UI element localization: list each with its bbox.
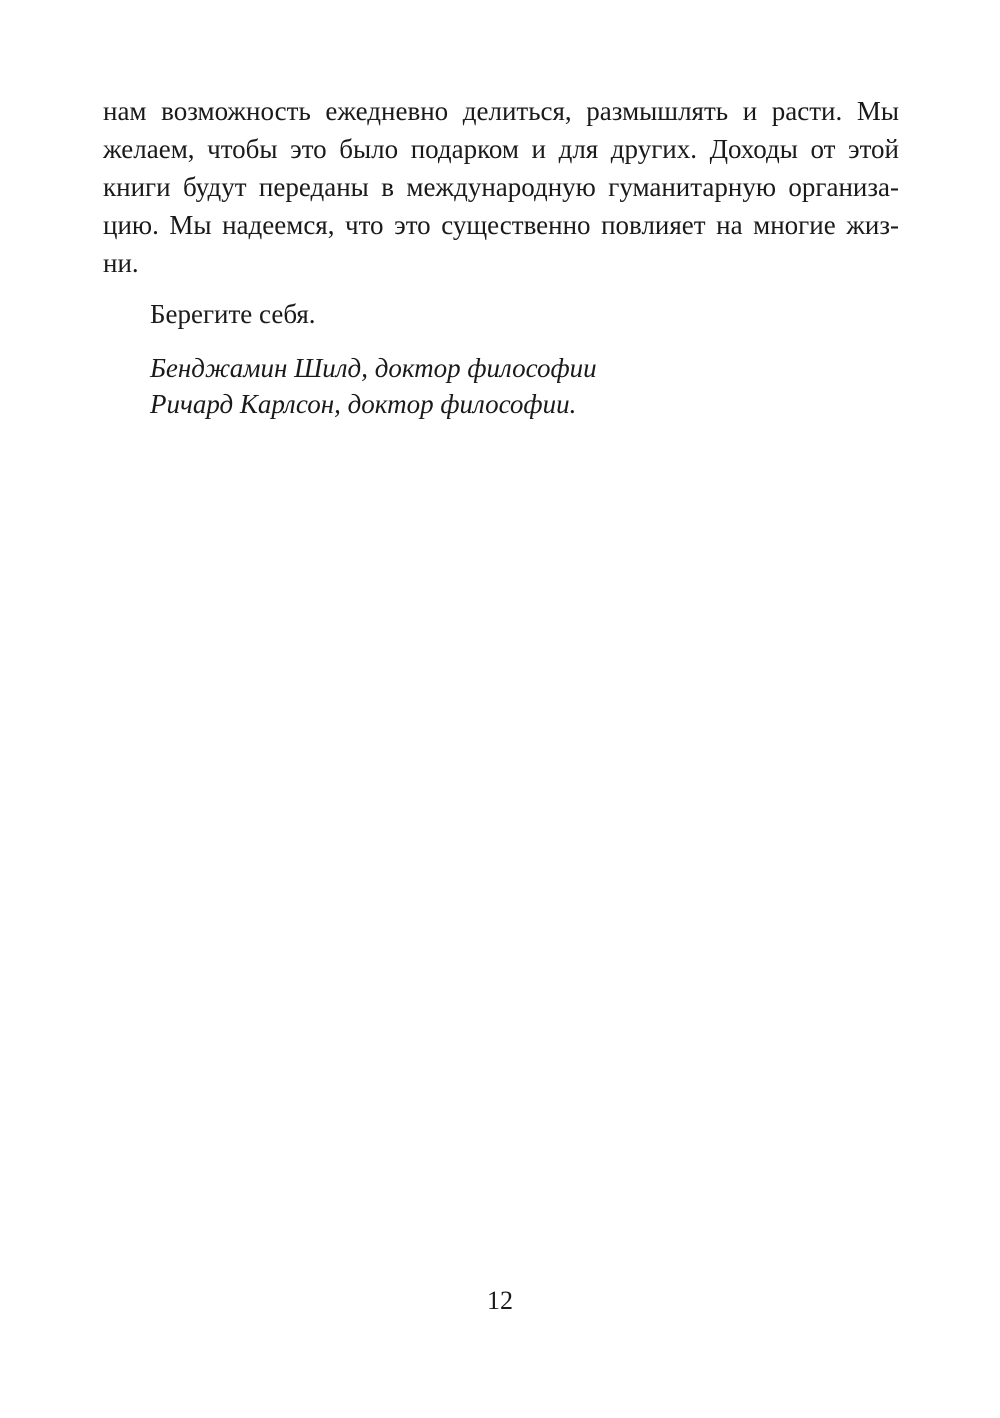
signature-block [150,350,597,422]
paragraph-line: цию. Мы надеемся, что это существенно повлияет на многие жиз- [103,210,899,240]
page-number: 12 [487,1286,513,1315]
signature-line: Бенджамин Шилд, доктор философии [150,353,597,383]
paragraph-line: ни. [103,248,139,278]
paragraph-line: нам возможность ежедневно делиться, размышлять и расти. Мы [103,96,899,126]
body-paragraph [103,92,899,282]
paragraph-line: желаем, чтобы это было подарком и для других. Доходы от этой [103,134,899,164]
closing-line: Берегите себя. [150,299,316,329]
paragraph-line: книги будут переданы в международную гуманитарную организа- [103,172,899,202]
signature-line: Ричард Карлсон, доктор философии. [150,389,577,419]
